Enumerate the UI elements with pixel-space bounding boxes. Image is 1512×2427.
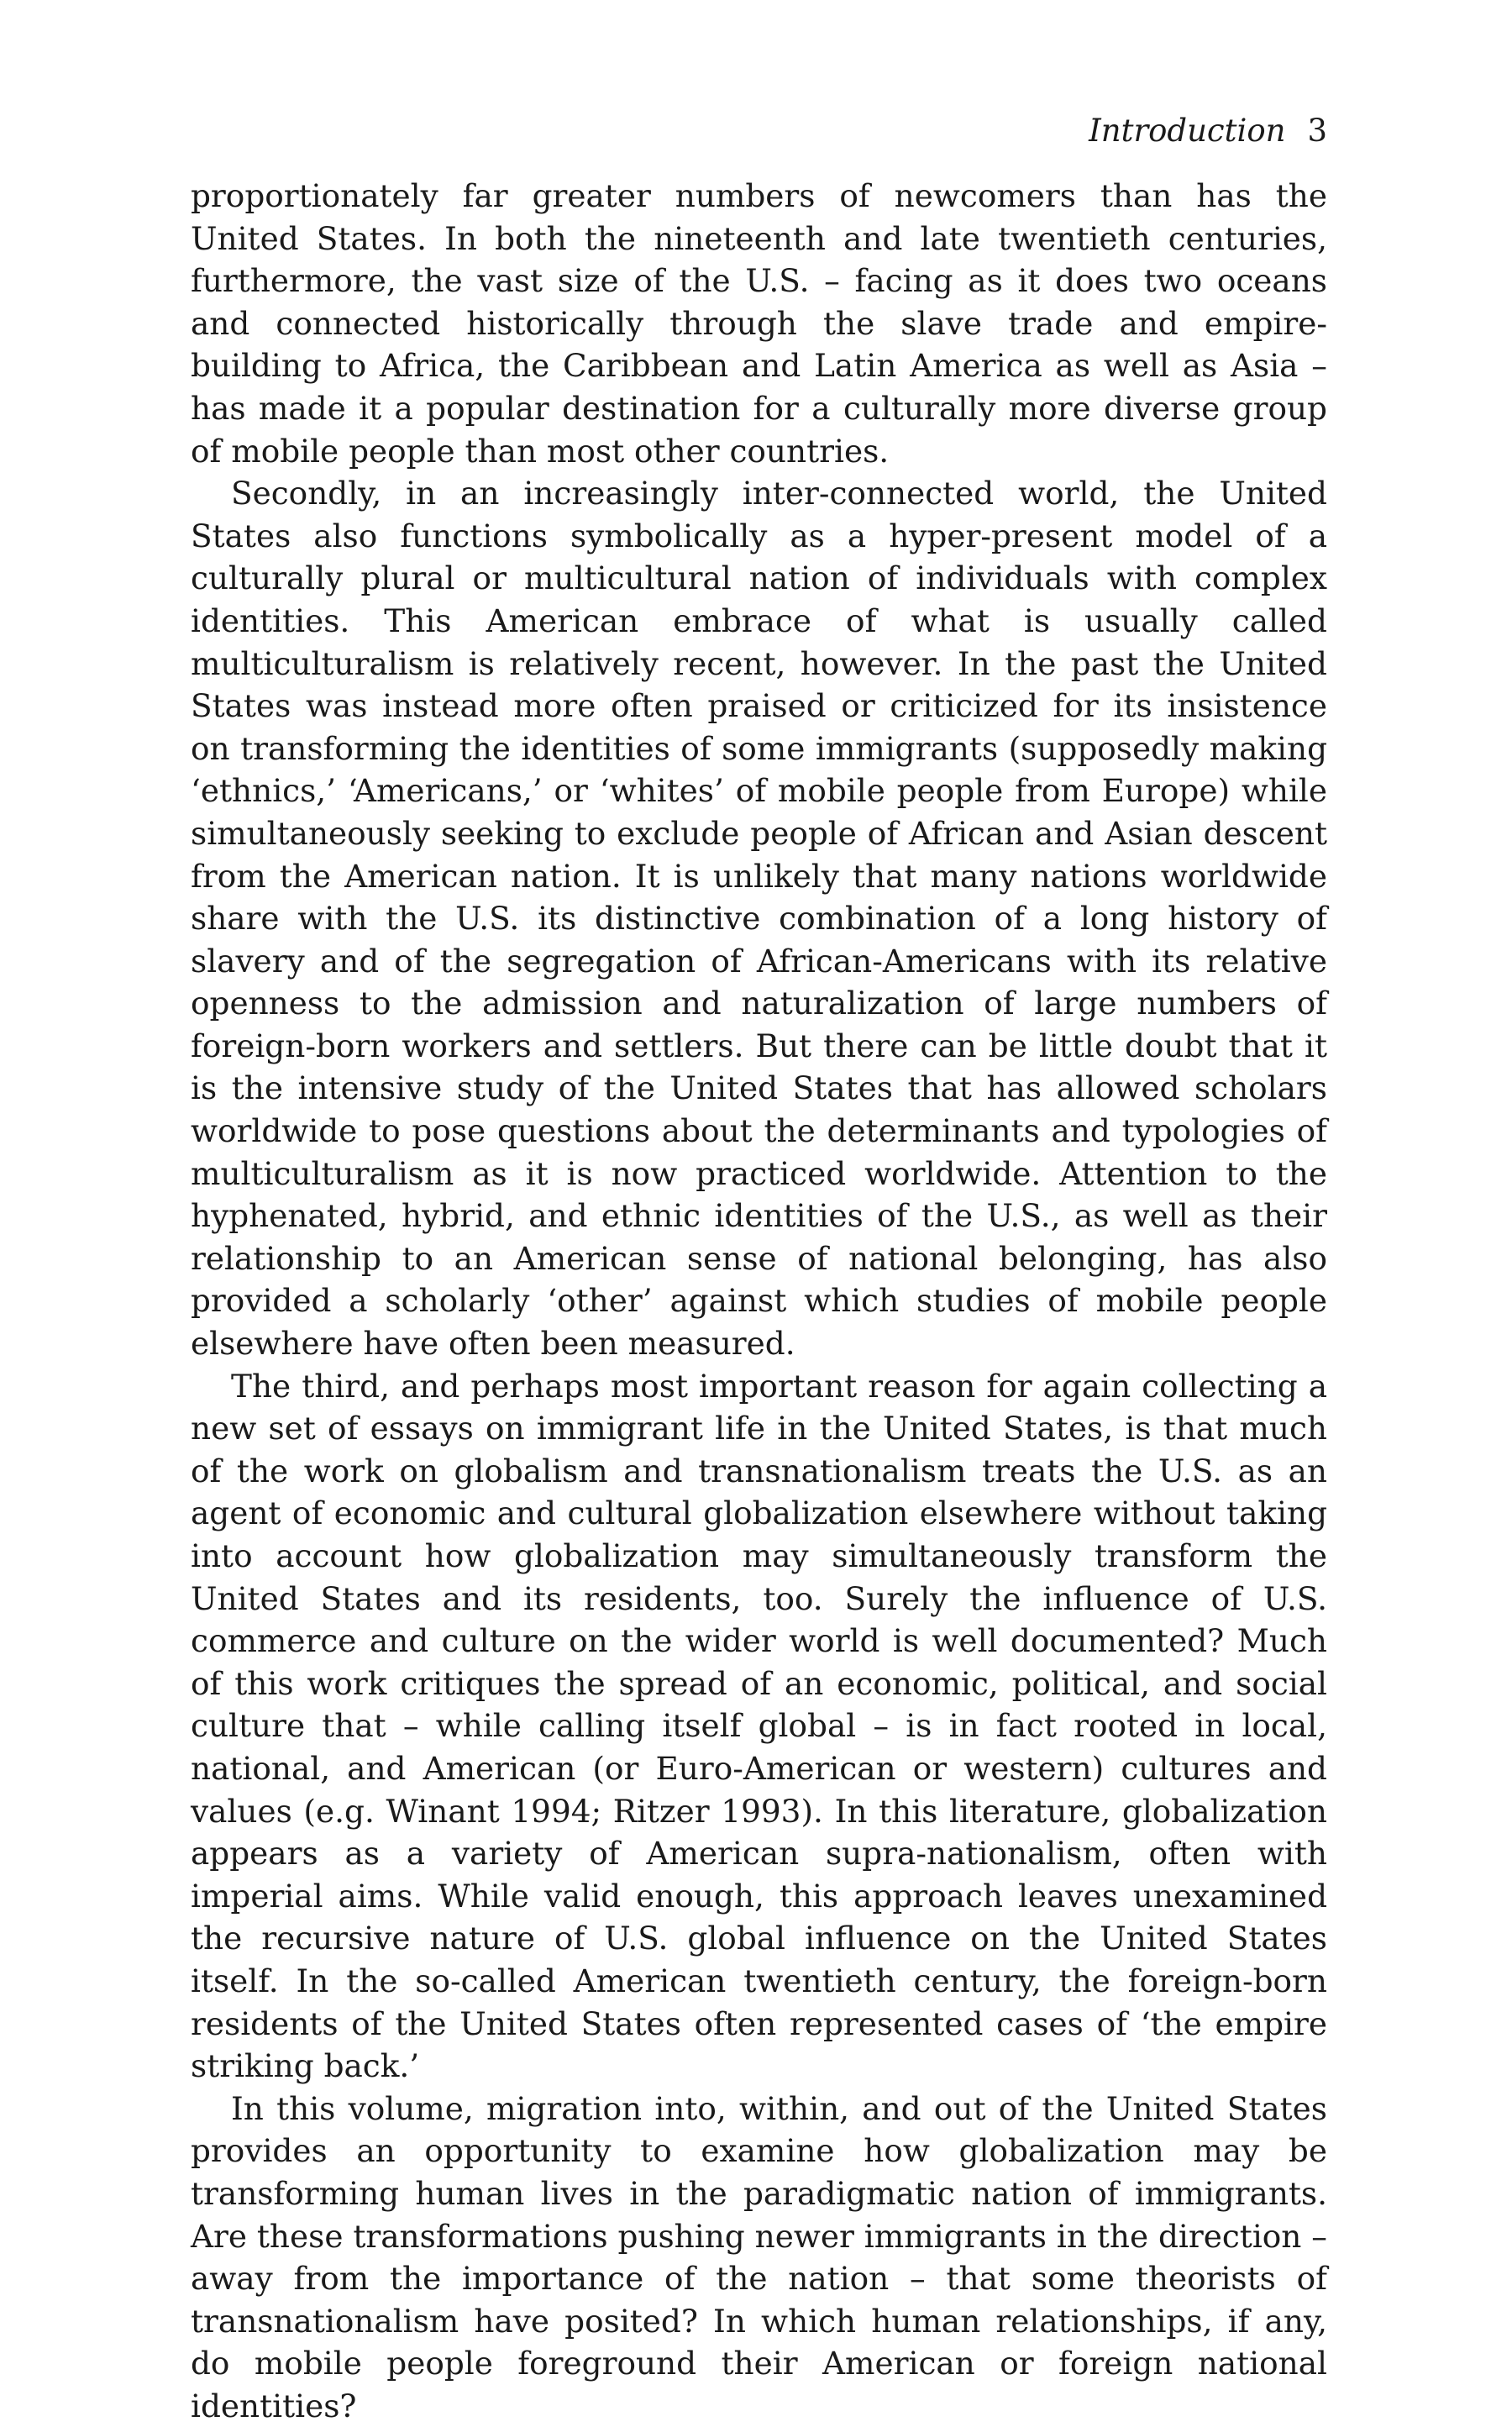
body-text	[191, 175, 1327, 2427]
book-page	[191, 101, 1327, 2424]
page-number: 3	[1307, 113, 1327, 149]
paragraph-secondly: Secondly, in an increasingly inter-connected world, the United States also functions symbolically as a hyper-present model of a culturally plural or multicultural nation of individuals with complex identities. This American embrace of what is usually called multiculturalism is relatively recent, however. In the past the United States was instead more often praised or criticized for its insistence on transforming the identities of some immigrants (supposedly making ‘ethnics,’ ‘Americans,’ or ‘whites’ of mobile people from Europe) while simultaneously seeking to exclude people of African and Asian descent from the American nation. It is unlikely that many nations worldwide share with the U.S. its distinctive combination of a long history of slavery and of the segregation of African-Americans with its relative openness to the admission and naturalization of large numbers of foreign-born workers and settlers. But there can be little doubt that it is the intensive study of the United States that has allowed scholars worldwide to pose questions about the determinants and typologies of multiculturalism as it is now practiced worldwide. Attention to the hyphenated, hybrid, and ethnic identities of the U.S., as well as their relationship to an American sense of national belonging, has also provided a scholarly ‘other’ against which studies of mobile people elsewhere have often been measured.	[191, 475, 1327, 1363]
paragraph-continued: proportionately far greater numbers of newcomers than has the United States. In both the nineteenth and late twentieth centuries, furthermore, the vast size of the U.S. – facing as it does two oceans and connected historically through the slave trade and empire-building to Africa, the Caribbean and Latin America as well as Asia – has made it a popular destination for a culturally more diverse group of mobile people than most other countries.	[191, 177, 1327, 470]
paragraph-this-volume: In this volume, migration into, within, and out of the United States provides an opportunity to examine how globalization may be transforming human lives in the paradigmatic nation of immigrants. Are these transformations pushing newer immigrants in the direction – away from the importance of the nation – that some theorists of transnationalism have posited? In which human relationships, if any, do mobile people foreground their American or foreign national identities?	[191, 2089, 1327, 2424]
paragraph-third-reason: The third, and perhaps most important reason for again collecting a new set of essays on immigrant life in the United States, is that much of the work on globalism and transnationalism treats the U.S. as an agent of economic and cultural globalization elsewhere without taking into account how globalization may simultaneously transform the United States and its residents, too. Surely the influence of U.S. commerce and culture on the wider world is well documented? Much of this work critiques the spread of an economic, political, and social culture that – while calling itself global – is in fact rooted in local, national, and American (or Euro-American or western) cultures and values (e.g. Winant 1994; Ritzer 1993). In this literature, globalization appears as a variety of American supra-nationalism, often with imperial aims. While valid enough, this approach leaves unexamined the recursive nature of U.S. global influence on the United States itself. In the so-called American twentieth century, the foreign-born residents of the United States often represented cases of ‘the empire striking back.’	[191, 1367, 1327, 2085]
running-title: Introduction	[1089, 113, 1286, 149]
running-header	[191, 101, 1327, 161]
